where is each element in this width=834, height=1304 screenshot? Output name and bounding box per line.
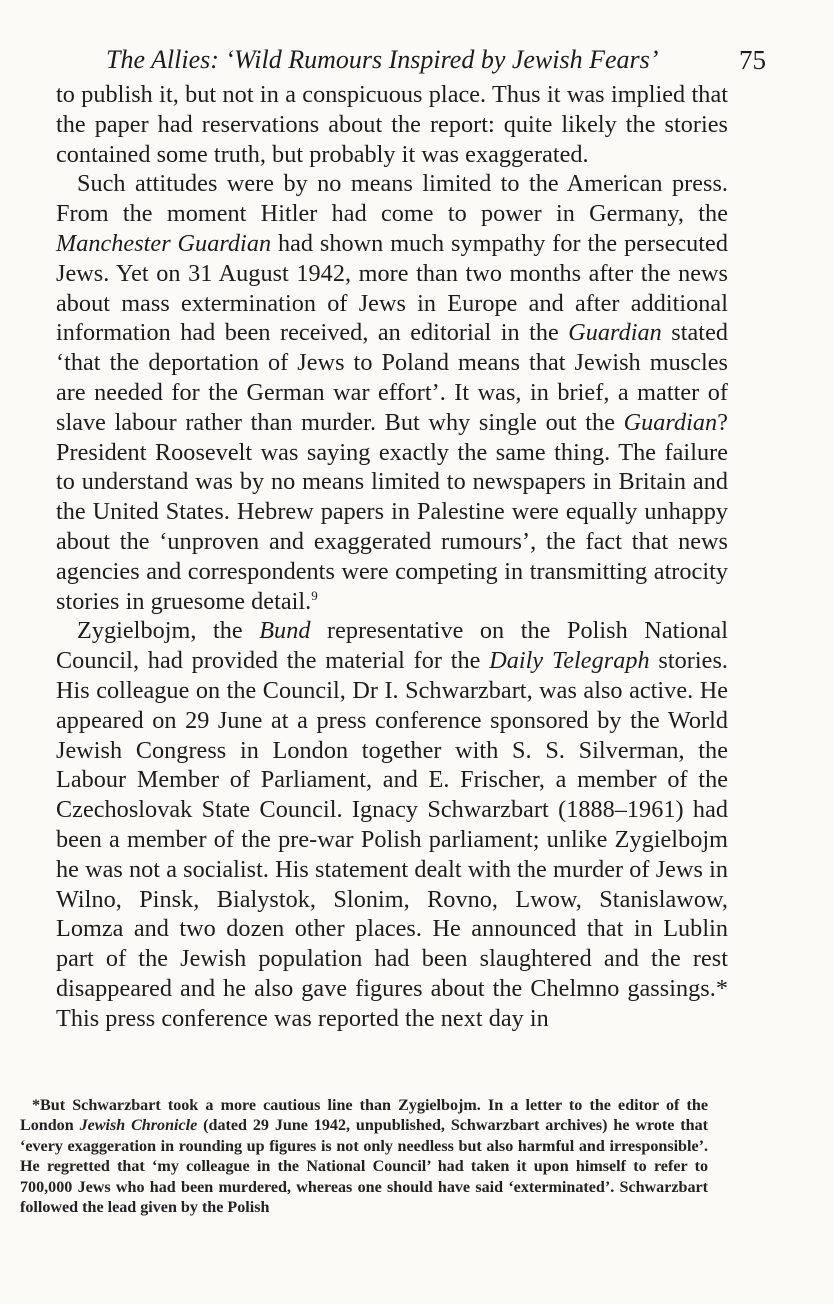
running-title: The Allies: ‘Wild Rumours Inspired by Jewish Fears’ [106,45,659,74]
note-reference: 9 [311,587,318,603]
running-head [56,40,766,80]
paragraph [56,616,728,1033]
italic-title: Daily Telegraph [489,647,650,675]
paragraph [56,169,728,616]
paragraph-text: representative on the Polish National Council, had provided the material for the [56,617,728,675]
book-page [56,40,766,1034]
paragraph-text: ? President Roosevelt was saying exactly the same thing. The failure to understand was by no means limited to newspapers in Britain and the United States. Hebrew papers in Palestine were equally unhappy about the ‘unproven and exaggerated rumours’, the fact that news agencies and correspondents were competing in transmitting atrocity stories in gruesome detail. [56,408,728,615]
italic-title: Manchester Guardian [56,229,272,257]
paragraph-continuation [56,80,728,169]
footnote-text-part: *But Schwarzbart took a more cautious line than Zygielbojm. In a letter to the editor of the London [20,1097,708,1135]
paragraph-text: Such attitudes were by no means limited to the American press. From the moment Hitler had come to power in Germany, the [56,170,728,228]
paragraph-text: to publish it, but not in a conspicuous place. Thus it was implied that the paper had reservations about the report: quite likely the stories contained some truth, but probably it was exaggerated. [56,81,728,168]
body-text [56,80,728,1034]
footnote-text-part: (dated 29 June 1942, unpublished, Schwarzbart archives) he wrote that ‘every exaggeration in rounding up figures is not only needless but also harmful and irresponsible’. He regretted that ‘my colleague in the National Council’ had taken it upon himself to refer to 700,000 Jews who had been murdered, whereas one should have said ‘exterminated’. Schwarzbart followed the lead given by the Polish [20,1117,709,1217]
italic-title: Guardian [623,408,718,436]
italic-title: Guardian [568,319,662,347]
italic-title: Bund [259,617,311,645]
paragraph-text: stated ‘that the deportation of Jews to Poland means that Jewish muscles are needed for the German war effort’. It was, in brief, a matter of slave labour rather than murder. But why single out the [56,319,728,436]
paragraph-text: stories. His colleague on the Council, Dr I. Schwarzbart, was also active. He appeared on 29 June at a press conference sponsored by the World Jewish Congress in London together with S. S. Silverman, the Labour Member of Parliament, and E. Frischer, a member of the Czechoslovak State Council. Ignacy Schwarzbart (1888–1961) had been a member of the pre-war Polish parliament; unlike Zygielbojm he was not a socialist. His statement dealt with the murder of Jews in Wilno, Pinsk, Bialystok, Slonim, Rovno, Lwow, Stanislawow, Lomza and two dozen other places. He announced that in Lublin part of the Jewish population had been slaughtered and the rest disappeared and he also gave figures about the Chelmno gassings.* This press conference was reported the next day in [56,647,728,1032]
page-number: 75 [739,45,766,75]
italic-title: Jewish Chronicle [79,1117,198,1135]
footnote-text [20,1096,708,1218]
paragraph-text: Zygielbojm, the [77,617,260,645]
footnote [20,1096,708,1218]
paragraph-text: had shown much sympathy for the persecuted Jews. Yet on 31 August 1942, more than two months after the news about mass extermination of Jews in Europe and after additional information had been received, an editorial in the [56,229,728,347]
